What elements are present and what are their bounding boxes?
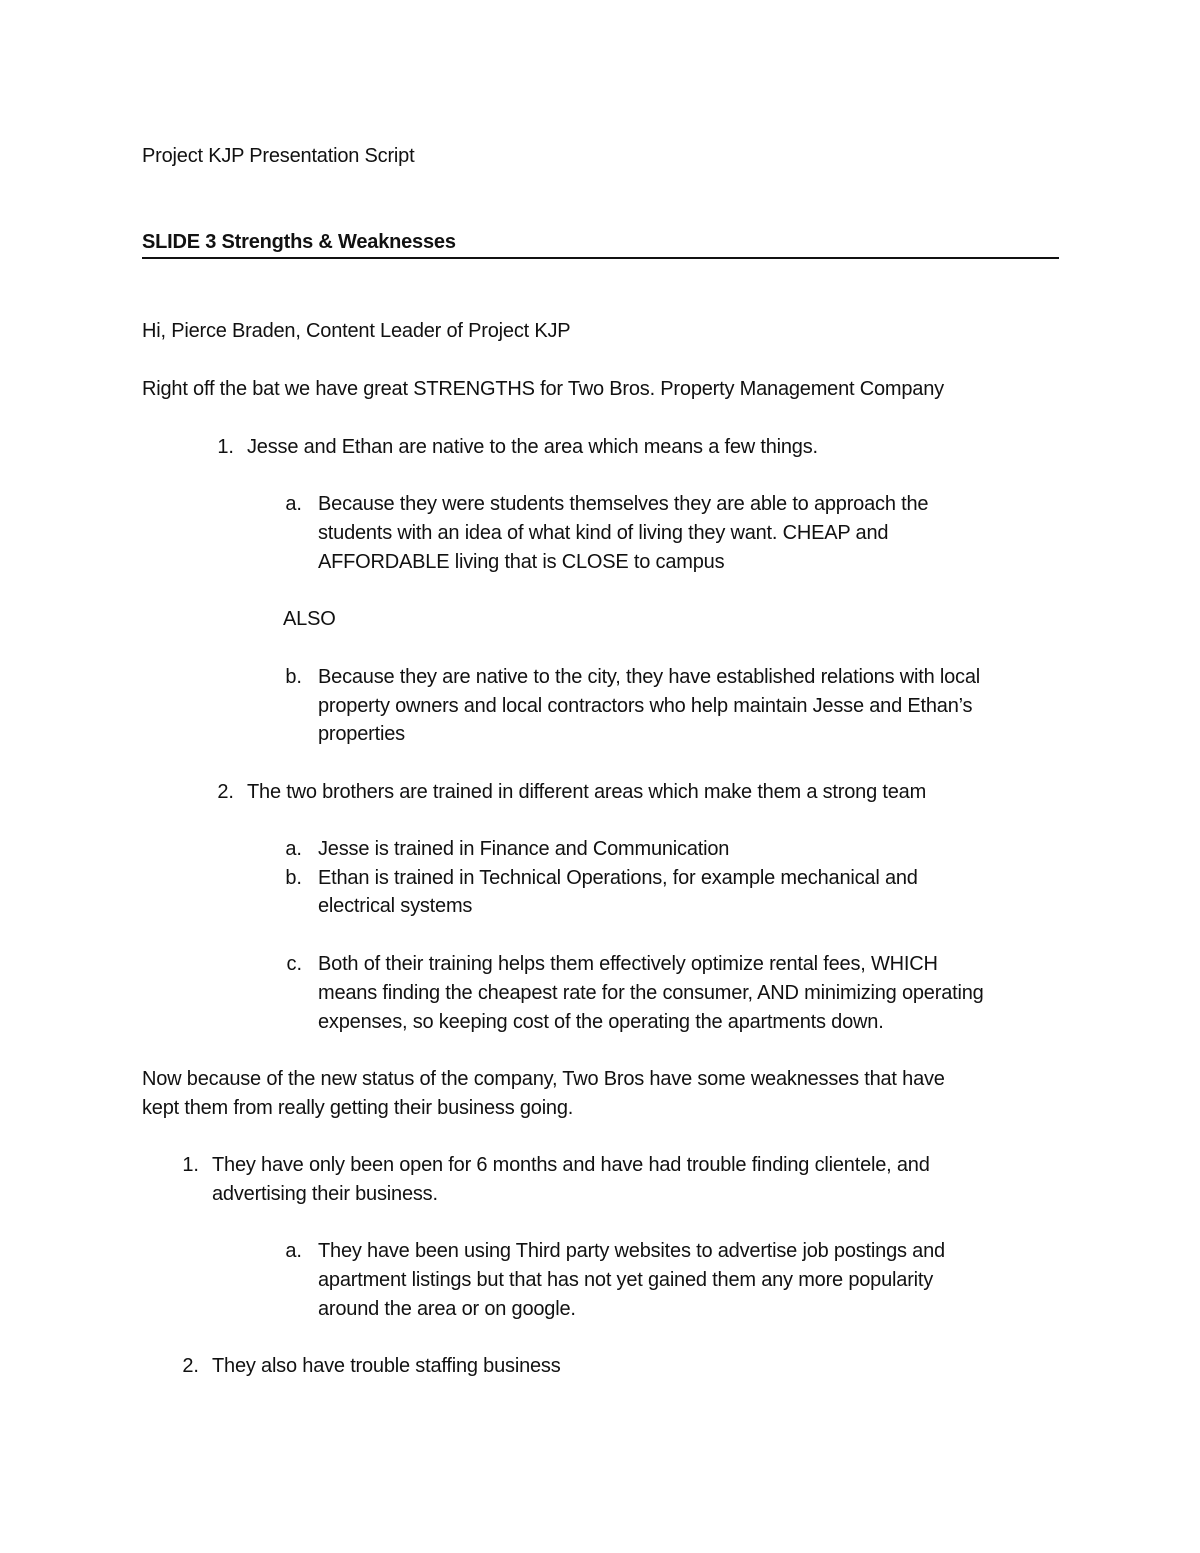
sublist-line: They have been using Third party websites to advertise job postings and: [318, 1240, 945, 1262]
sublist-line: expenses, so keeping cost of the operating the apartments down.: [318, 1011, 884, 1033]
sublist-line: property owners and local contractors who help maintain Jesse and Ethan’s: [318, 695, 973, 717]
list-item-text: The two brothers are trained in different areas which make them a strong team: [247, 781, 927, 803]
sublist-line: Both of their training helps them effectively optimize rental fees, WHICH: [318, 953, 938, 975]
also-label: ALSO: [283, 608, 336, 630]
strengths-intro: Right off the bat we have great STRENGTHS for Two Bros. Property Management Company: [142, 378, 944, 400]
weaknesses-intro-line: kept them from really getting their business going.: [142, 1097, 574, 1119]
sublist-line: electrical systems: [318, 895, 473, 917]
sublist-marker: b.: [285, 867, 302, 889]
list-item-text: They also have trouble staffing business: [212, 1355, 561, 1377]
document-title: Project KJP Presentation Script: [142, 145, 415, 167]
sublist-line: AFFORDABLE living that is CLOSE to campus: [318, 551, 725, 573]
sublist-line: Ethan is trained in Technical Operations, for example mechanical and: [318, 867, 918, 889]
list-marker: 2.: [182, 1355, 199, 1377]
intro-line: Hi, Pierce Braden, Content Leader of Project KJP: [142, 320, 571, 342]
sublist-line: Because they are native to the city, they have established relations with local: [318, 666, 980, 688]
list-item-text: advertising their business.: [212, 1183, 438, 1205]
list-marker: 2.: [217, 781, 234, 803]
sublist-marker: b.: [285, 666, 302, 688]
sublist-line: Because they were students themselves they are able to approach the: [318, 493, 929, 515]
list-marker: 1.: [182, 1154, 199, 1176]
sublist-line: means finding the cheapest rate for the consumer, AND minimizing operating: [318, 982, 984, 1004]
heading-underline: [142, 257, 1059, 259]
slide-heading: SLIDE 3 Strengths & Weaknesses: [142, 231, 456, 253]
sublist-marker: c.: [286, 953, 302, 975]
list-marker: 1.: [217, 436, 234, 458]
sublist-line: Jesse is trained in Finance and Communication: [318, 838, 730, 860]
sublist-line: properties: [318, 723, 405, 745]
sublist-line: apartment listings but that has not yet gained them any more popularity: [318, 1269, 934, 1291]
sublist-marker: a.: [285, 1240, 302, 1262]
sublist-marker: a.: [285, 493, 302, 515]
weaknesses-intro-line: Now because of the new status of the company, Two Bros have some weaknesses that have: [142, 1068, 945, 1090]
list-item-text: They have only been open for 6 months and have had trouble finding clientele, and: [212, 1154, 930, 1176]
list-item-text: Jesse and Ethan are native to the area which means a few things.: [247, 436, 818, 458]
sublist-marker: a.: [285, 838, 302, 860]
sublist-line: students with an idea of what kind of living they want. CHEAP and: [318, 522, 889, 544]
sublist-line: around the area or on google.: [318, 1298, 576, 1320]
